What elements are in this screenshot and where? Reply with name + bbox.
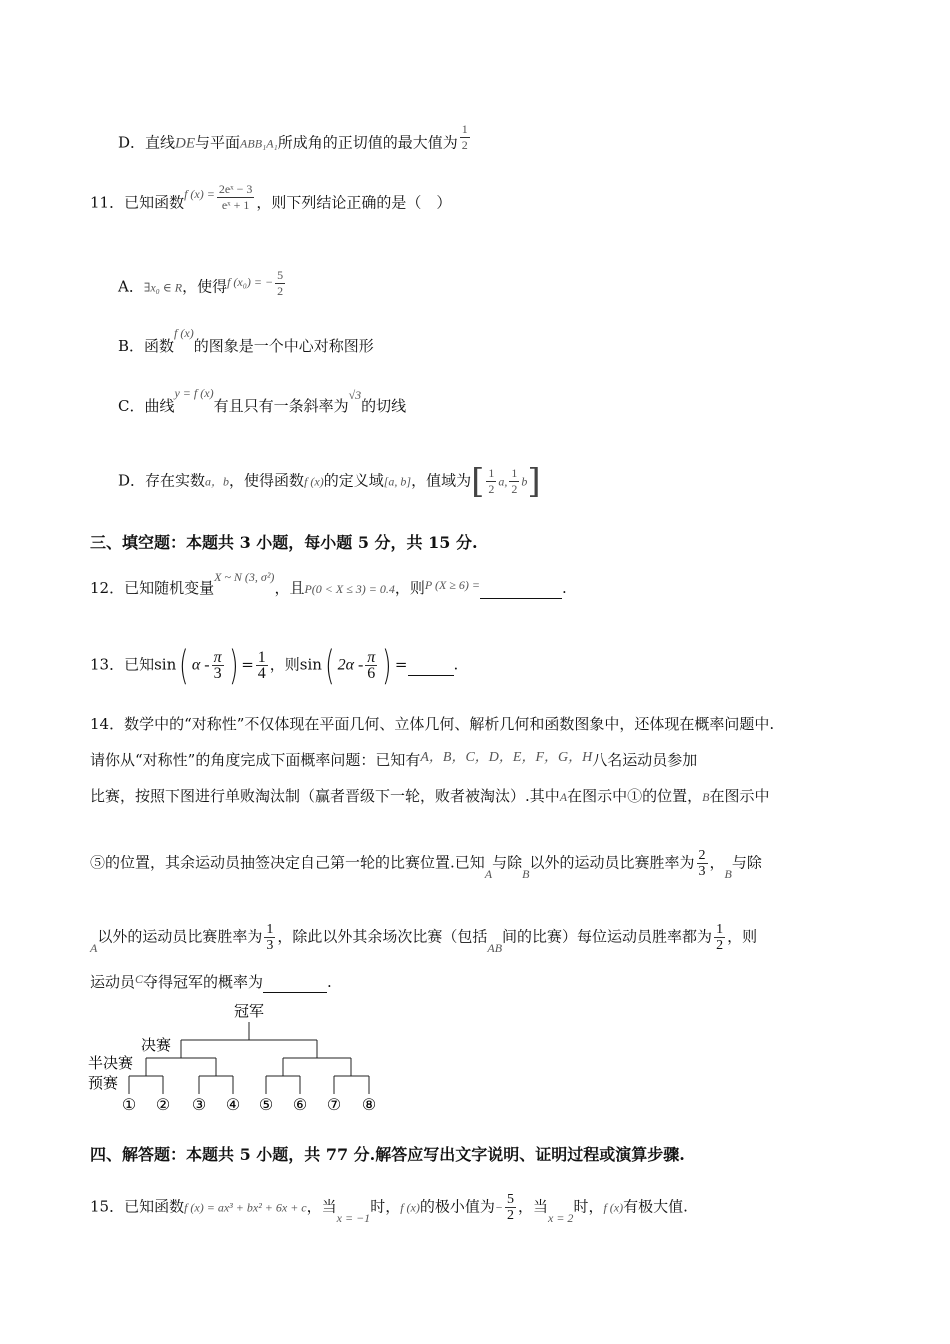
fraction-five-halves: $\frac{5}{2}$ — [277, 268, 284, 298]
answer-blank-14[interactable] — [263, 972, 327, 993]
label-final: 决赛 — [141, 1036, 172, 1054]
q11-stem: 11．已知函数$^{f (x) =}$ $\frac{\text{2eˣ − 3}}{\text{eˣ + 1}}$ ，则下列结论正确的是（ ） — [90, 182, 452, 212]
label-semi: 半决赛 — [88, 1054, 134, 1072]
math-f-x0: f (x₀) = − — [227, 274, 274, 289]
tournament-bracket — [86, 1000, 386, 1118]
slot-5: ⑤ — [258, 1095, 274, 1114]
q14-line4: ⑤的位置，其余运动员抽签决定自己第一轮的比赛位置.已知$_A$与除$_B$以外的运动员比赛胜率为 $\frac{2}{3}$ ，$_B$与除 — [90, 848, 762, 881]
fraction-f: $\frac{\text{2eˣ − 3}}{\text{eˣ + 1}}$ — [218, 182, 253, 212]
q11-option-c: C．曲线$^{y = f (x)}$有且只有一条斜率为$^{√3}$的切线 — [118, 386, 407, 415]
q10-option-d: D．直线DE与平面ABB₁A₁所成角的正切值的最大值为 $\frac{1}{2}$ — [118, 122, 468, 152]
section-3-title: 三、填空题：本题共 3 小题，每小题 5 分，共 15 分. — [90, 533, 478, 552]
q14-line2: 请你从“对称性”的角度完成下面概率问题：已知有A，B，C，D，E，F，G，H八名运动员参加 — [90, 750, 698, 769]
math-fx: f (x) — [174, 326, 194, 340]
slot-8: ⑧ — [361, 1095, 377, 1114]
q14-line5: $_A$以外的运动员比赛胜率为 $\frac{1}{3}$ ，除此以外其余场次比赛（包括$_{AB}$间的比赛）每位运动员胜率都为 $\frac{1}{2}$ ，则 — [90, 922, 758, 955]
label-prelim: 预赛 — [88, 1074, 119, 1092]
q12: 12．已知随机变量$^{X \sim N (3, \sigma^2)}$，且P(0 < X ≤ 3) = 0.4，则$^{P (X \ge 6) =}$ . — [90, 570, 567, 597]
math-f-def: f (x) = — [184, 186, 215, 201]
math-exists: ∃x₀ ∈ R — [143, 280, 183, 295]
slot-4: ④ — [225, 1095, 241, 1114]
slot-1: ① — [121, 1095, 137, 1114]
slot-6: ⑥ — [292, 1095, 308, 1114]
q13: 13．已知sin( α - $\frac{\pi}{3}$ ) = $\frac{1}{4}$ ，则sin( 2α - $\frac{\pi}{6}$ ) = . — [90, 642, 459, 689]
math-sqrt3: √3 — [348, 388, 362, 402]
math-plane: ABB₁A₁ — [240, 136, 278, 151]
q14-line6: 运动员$^C$夺得冠军的概率为 . — [90, 972, 332, 991]
answer-blank-13[interactable] — [408, 655, 454, 676]
q11-option-d: D．存在实数a，b，使得函数f (x)的定义域[a, b]，值域为[ $\frac{1}{2}$ a, $\frac{1}{2}$ b] — [118, 461, 541, 502]
label-champion: 冠军 — [233, 1002, 265, 1020]
math-DE: DE — [175, 135, 196, 152]
slot-2: ② — [155, 1095, 171, 1114]
q11-option-a: A．∃x₀ ∈ R，使得$^{f (x_0) = -}$ $\frac{5}{2}$ — [118, 268, 284, 298]
q11-option-b: B．函数$^{f (x)}$的图象是一个中心对称图形 — [118, 326, 374, 355]
math-y-fx: y = f (x) — [174, 386, 214, 400]
slot-7: ⑦ — [326, 1095, 342, 1114]
q14-line1: 14．数学中的“对称性”不仅体现在平面几何、立体几何、解析几何和函数图象中，还体现在概率问题中. — [90, 715, 775, 733]
q14-line3: 比赛，按照下图进行单败淘汰制（赢者晋级下一轮，败者被淘汰）.其中A在图示中①的位置，B在图示中 — [90, 787, 770, 805]
slot-3: ③ — [191, 1095, 207, 1114]
q15: 15．已知函数f (x) = ax³ + bx² + 6x + c，当$_{x = -1}$时，f (x)的极小值为− $\frac{5}{2}$ ，当$_{x = 2}$时，f (x)有极大值. — [90, 1192, 688, 1225]
answer-blank-12[interactable] — [480, 578, 562, 599]
bracket-lines — [129, 1022, 369, 1094]
section-4-title: 四、解答题：本题共 5 小题，共 77 分.解答应写出文字说明、证明过程或演算步骤. — [90, 1145, 685, 1164]
fraction-half: $\frac{1}{2}$ — [461, 122, 468, 152]
